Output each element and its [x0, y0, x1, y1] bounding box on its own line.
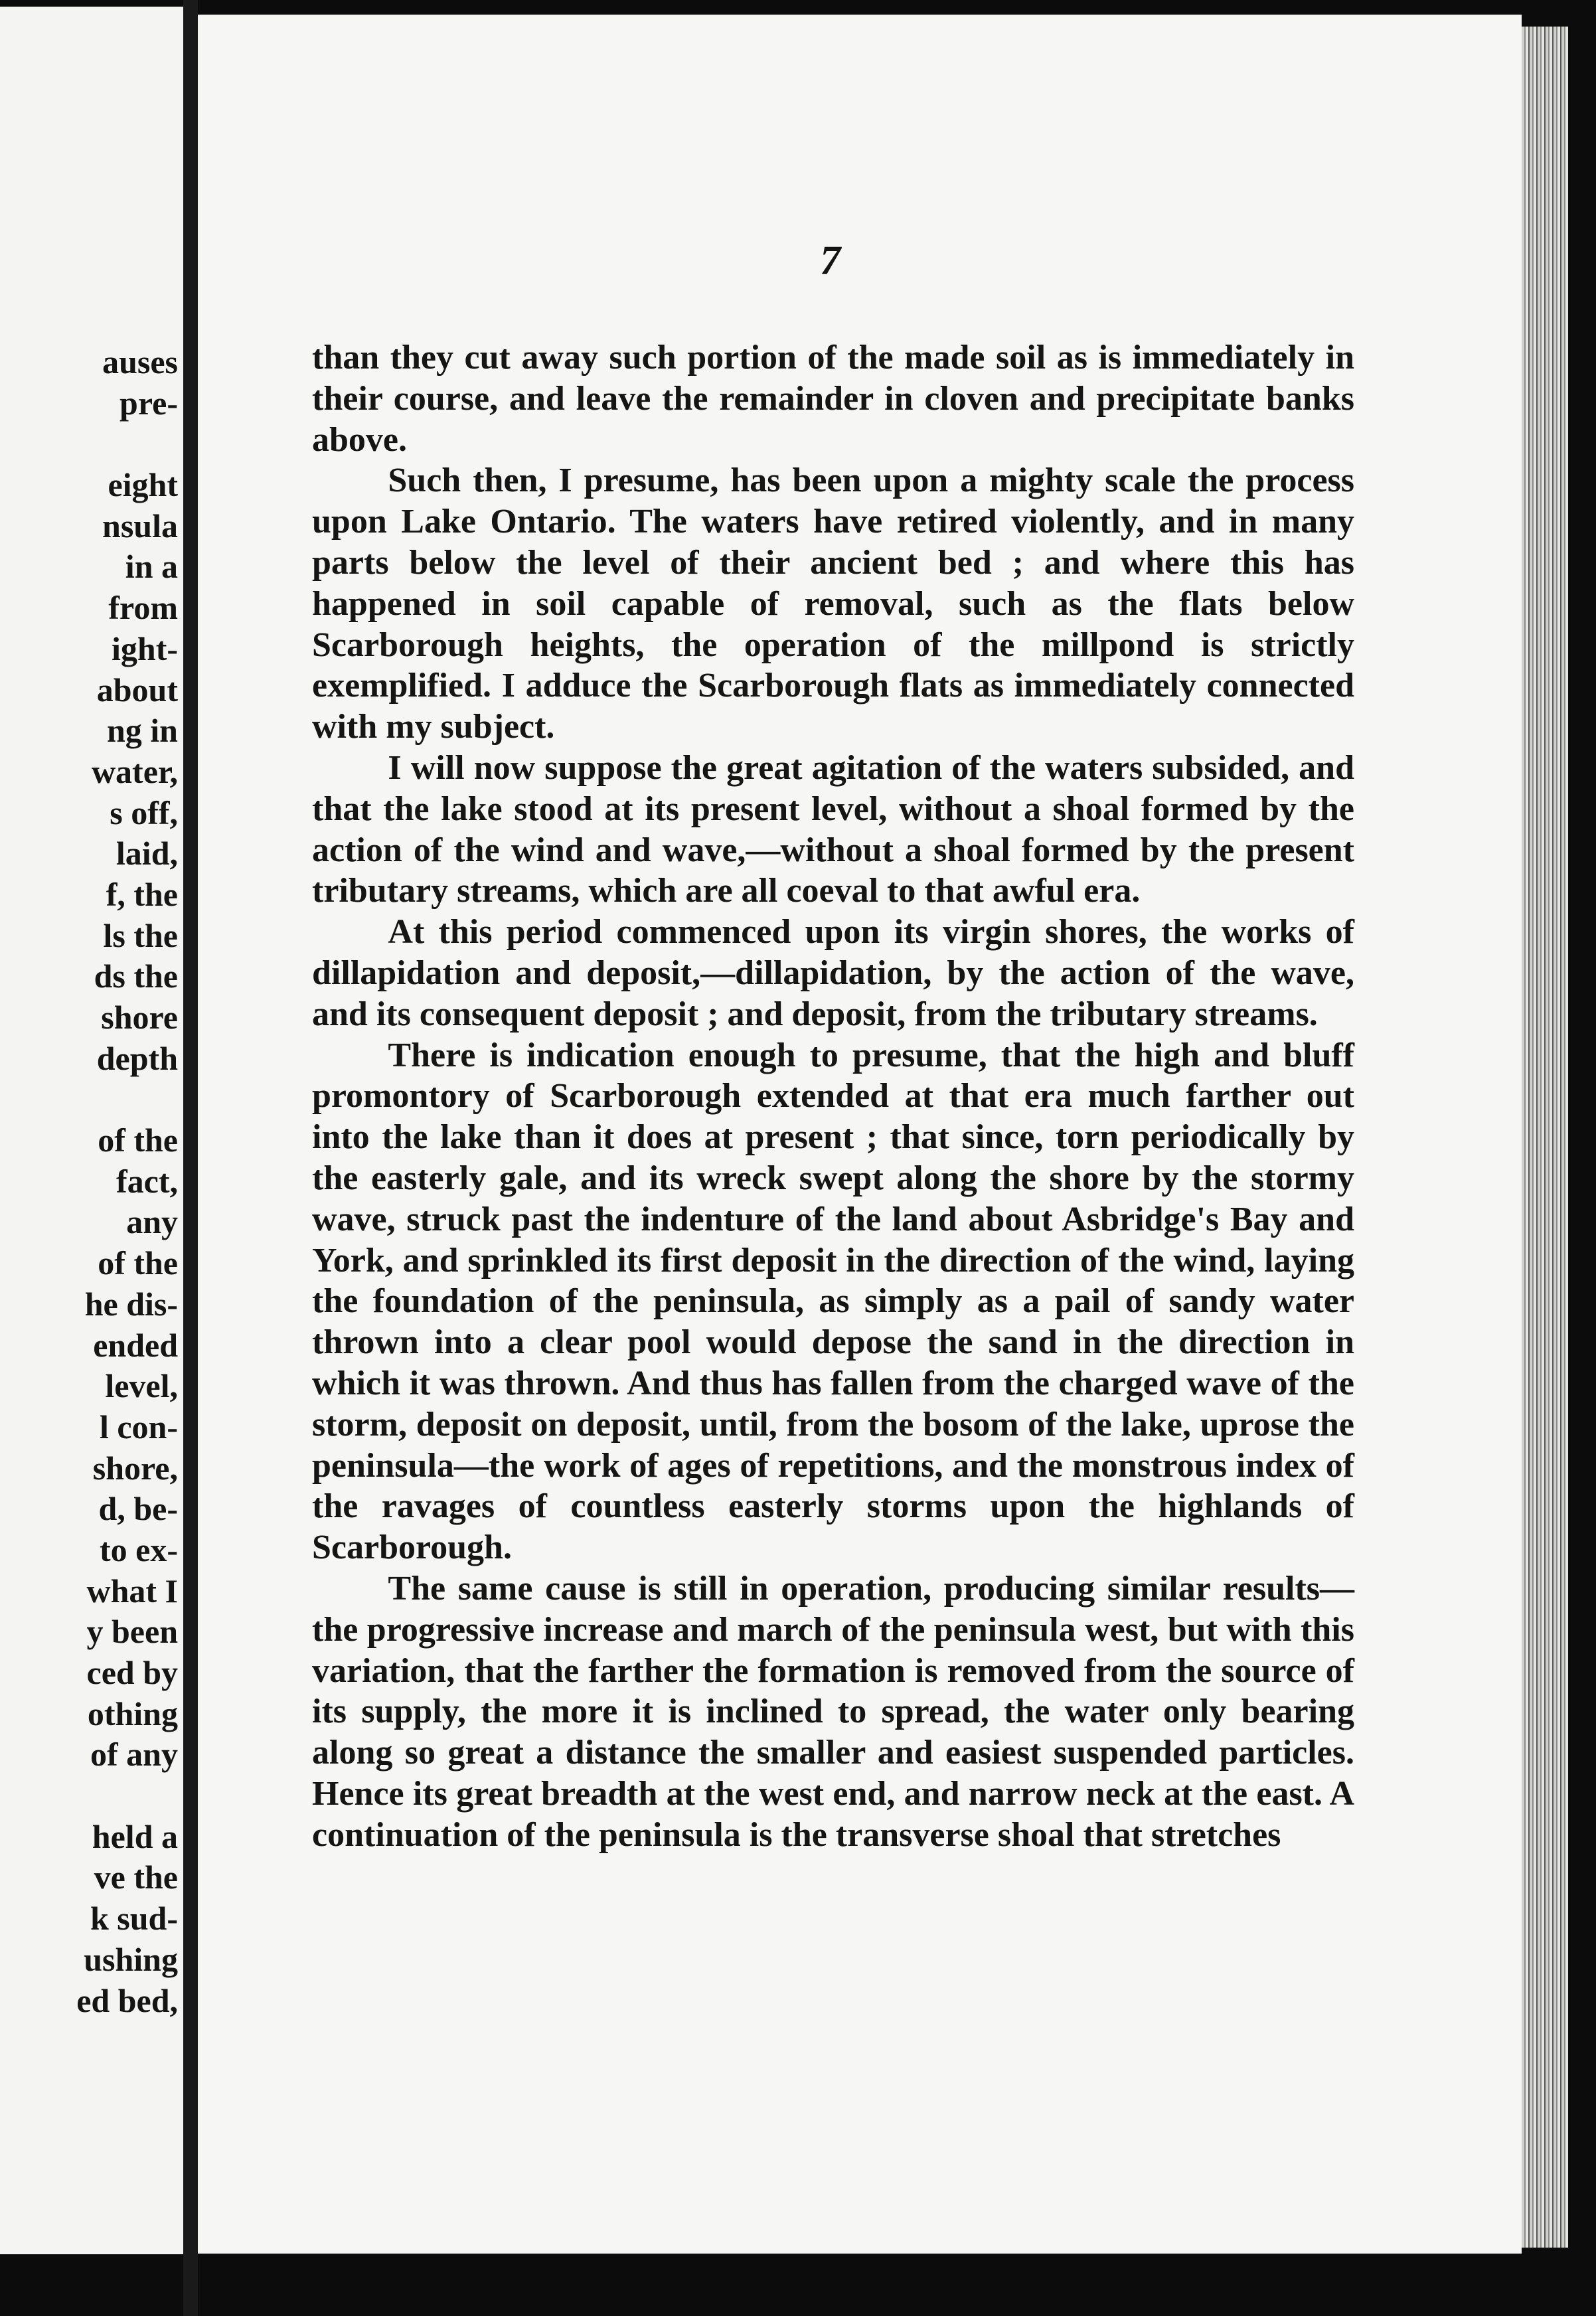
book-gutter	[183, 0, 198, 2316]
left-page-line: k sud-	[90, 1900, 178, 1938]
left-page-line: ced by	[86, 1654, 178, 1691]
left-page-line: othing	[87, 1695, 178, 1732]
left-page-line: of any	[90, 1736, 178, 1774]
left-page-line: in a	[125, 548, 178, 586]
left-facing-page	[0, 7, 183, 2254]
page-edges	[1522, 27, 1568, 2248]
left-page-line: of the	[98, 1244, 178, 1282]
page-number: 7	[820, 238, 840, 284]
left-page-line: f, the	[106, 875, 178, 913]
left-page-line: shore	[101, 999, 178, 1036]
left-page-line: ended	[93, 1326, 178, 1364]
left-page-line: ve the	[94, 1859, 178, 1896]
left-page-line: about	[96, 671, 178, 708]
left-page-line: ng in	[106, 712, 178, 750]
left-page-line: ds the	[94, 957, 178, 995]
left-page-line: ls the	[103, 916, 178, 954]
left-page-line: of the	[98, 1121, 178, 1159]
left-page-line: depth	[96, 1039, 178, 1077]
left-page-line: auses	[102, 343, 178, 380]
left-page-line: ight-	[112, 629, 178, 667]
left-page-line: to ex-	[100, 1530, 178, 1568]
paragraph: The same cause is still in operation, producing similar results—the progressive increase and march of the peninsula west, but with this variation, that the farther the formation is removed from the source of its supply, the more it is inclined to spread, the water only bearing along so great a distance the smaller and easiest suspended particles. Hence its great breadth at the west end, and narrow neck at the east. A continuation of the peninsula is the transverse shoal that stretches	[312, 1569, 1354, 1854]
left-page-line: d, be-	[98, 1490, 178, 1528]
left-page-text-fragments	[76, 342, 178, 2021]
left-page-line: what I	[86, 1572, 178, 1610]
left-page-line: ed bed,	[76, 1981, 178, 2019]
left-page-line	[76, 1079, 178, 1120]
left-page-line: from	[108, 589, 178, 627]
left-page-line: level,	[105, 1367, 178, 1405]
paragraph: Such then, I presume, has been upon a mighty scale the process upon Lake Ontario. The waters have retired violently, and in many parts below the level of their ancient bed ; and where this has happened in soil capable of removal, such as the flats below Scarborough heights, the operation of the millpond is strictly exemplified. I adduce the Scarborough flats as immediately connected with my subject.	[312, 461, 1354, 746]
left-page-line: y been	[86, 1613, 178, 1651]
left-page-line: fact,	[116, 1162, 178, 1200]
paragraph: At this period commenced upon its virgin shores, the works of dillapidation and deposit,—dillapidation, by the action of the wave, and its consequent deposit ; and deposit, from the tributary streams.	[312, 913, 1354, 1033]
left-page-line: shore,	[92, 1449, 178, 1487]
paragraph: There is indication enough to presume, that the high and bluff promontory of Scarborough extended at that era much farther out into the lake than it does at present ; that since, torn periodically by the easterly gale, and its wreck swept along the shore by the stormy wave, struck past the indenture of the land about Asbridge's Bay and York, and sprinkled its first deposit in the direction of the wind, laying the foundation of the peninsula, as simply as a pail of sandy water thrown into a clear pool would depose the sand in the direction in which it was thrown. And thus has fallen from the charged wave of the storm, deposit on deposit, until, from the bosom of the lake, uprose the peninsula—the work of ages of repetitions, and the monstrous index of the ravages of countless easterly storms upon the highlands of Scarborough.	[312, 1036, 1354, 1567]
left-page-line: pre-	[120, 384, 178, 422]
left-page-line: l con-	[99, 1408, 178, 1446]
left-page-line	[76, 424, 178, 465]
left-page-line	[76, 1776, 178, 1817]
left-page-line: any	[126, 1203, 178, 1241]
left-page-line: s off,	[110, 793, 178, 831]
left-page-line: eight	[108, 466, 178, 504]
left-page-line: he dis-	[84, 1285, 178, 1323]
paragraph: than they cut away such portion of the made soil as is immediately in their course, and leave the remainder in cloven and precipitate banks above.	[312, 339, 1354, 459]
left-page-line: water,	[91, 752, 178, 790]
left-page-line: ushing	[84, 1940, 178, 1978]
paragraph: I will now suppose the great agitation of the waters subsided, and that the lake stood at its present level, without a shoal formed by the action of the wind and wave,—without a shoal formed by the present tributary streams, which are all coeval to that awful era.	[312, 748, 1354, 910]
body-text	[312, 337, 1354, 1855]
left-page-line: laid,	[116, 835, 178, 872]
left-page-line: held a	[92, 1817, 178, 1855]
left-page-line: nsula	[102, 507, 178, 544]
